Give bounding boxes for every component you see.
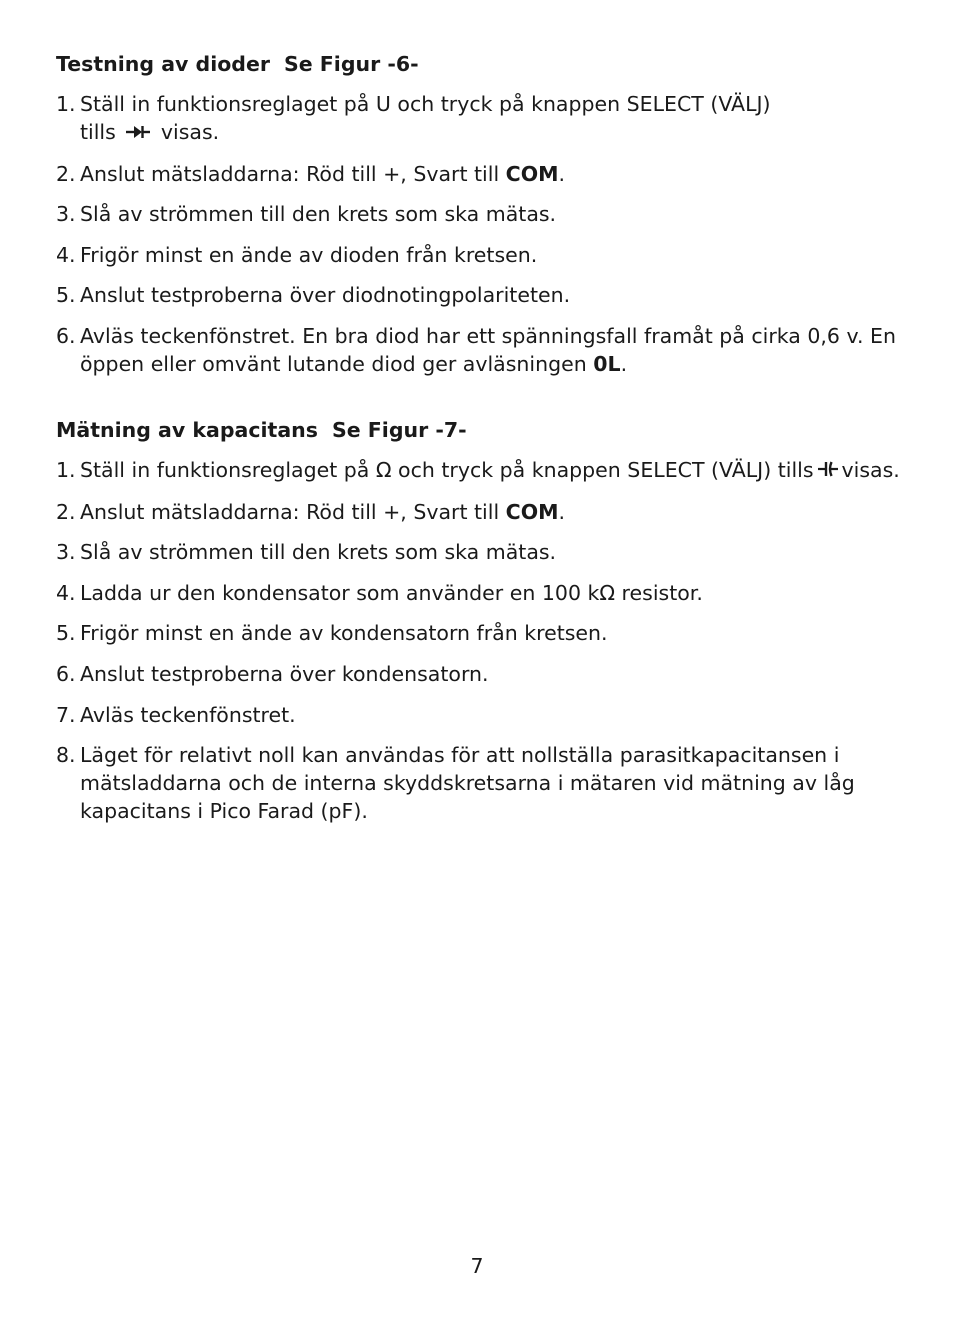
step-text: Ställ in funktionsreglaget på Ω och tryck på knappen SELECT (VÄLJ) tills [80,457,814,482]
step-text-end: . [558,161,566,186]
step-text-end: . [558,499,566,524]
step-item [56,200,916,228]
step-number: 1. [56,92,76,116]
step-number: 7. [56,702,76,727]
step-text: Slå av strömmen till den krets som ska mätas. [80,540,557,565]
step-item [56,90,916,147]
step-text: Slå av strömmen till den krets som ska mätas. [80,202,557,227]
step-number: 3. [56,540,76,565]
step-item [56,538,916,566]
step-item [56,619,916,647]
step-item [56,456,916,485]
step-text: Avläs teckenfönstret. [80,702,296,727]
step-item [56,241,916,269]
step-item [56,741,916,825]
step-item [56,281,916,309]
step-text: Ladda ur den kondensator som använder en 100 kΩ resistor. [80,580,703,605]
step-number: 1. [56,457,76,482]
figure-reference: Se Figur -6- [284,52,419,76]
step-number: 2. [56,499,76,524]
step-number: 4. [56,242,76,267]
step-text: Frigör minst en ände av kondensatorn från kretsen. [80,621,608,646]
section-title: Mätning av kapacitans [56,417,318,442]
step-list [56,456,916,825]
step-number: 4. [56,580,76,605]
diode-icon [125,119,151,147]
step-list [56,90,916,378]
step-text: Läget för relativt noll kan användas för att nollställa parasitkapacitansen i mätsladdarna och de interna skyddskretsarna i mätaren vid mätning av låg kapacitans i Pico Farad (pF). [80,743,855,824]
reading-label: 0L [593,351,621,376]
section-title: Testning av dioder [56,52,270,76]
step-item [56,498,916,526]
capacitance-section [56,416,916,825]
capacitor-icon [817,457,839,485]
step-number: 6. [56,323,76,348]
step-item [56,579,916,607]
step-text: Anslut mätsladdarna: Röd till +, Svart till [80,499,506,524]
step-number: 5. [56,621,76,646]
terminal-label: COM [505,499,559,524]
step-item [56,160,916,188]
step-text: visas. [160,120,220,144]
step-item [56,701,916,729]
step-item [56,660,916,688]
step-text: Anslut testproberna över diodnotingpolariteten. [80,283,571,308]
step-item [56,322,916,378]
step-text: Ställ in funktionsreglaget på U och tryck på knappen SELECT (VÄLJ) [80,92,771,116]
step-number: 3. [56,202,76,227]
figure-reference: Se Figur -7- [331,417,467,442]
step-text-end: . [620,351,628,376]
step-text: Avläs teckenfönstret. En bra diod har ett spänningsfall framåt på cirka 0,6 v. En öppen eller omvänt lutande diod ger avläsningen [80,323,896,376]
step-text: tills [80,120,116,144]
manual-page [56,50,916,838]
terminal-label: COM [505,161,559,186]
step-text: Frigör minst en ände av dioden från kretsen. [80,242,538,267]
step-text: Anslut mätsladdarna: Röd till +, Svart till [80,161,506,186]
section-heading [56,416,916,444]
step-number: 6. [56,661,76,686]
step-number: 8. [56,743,76,768]
step-text: Anslut testproberna över kondensatorn. [80,661,489,686]
step-number: 2. [56,161,76,186]
section-heading [56,50,916,78]
diode-test-section [56,50,916,378]
step-number: 5. [56,283,76,308]
page-number: 7 [470,1254,484,1278]
step-text: visas. [841,457,900,482]
